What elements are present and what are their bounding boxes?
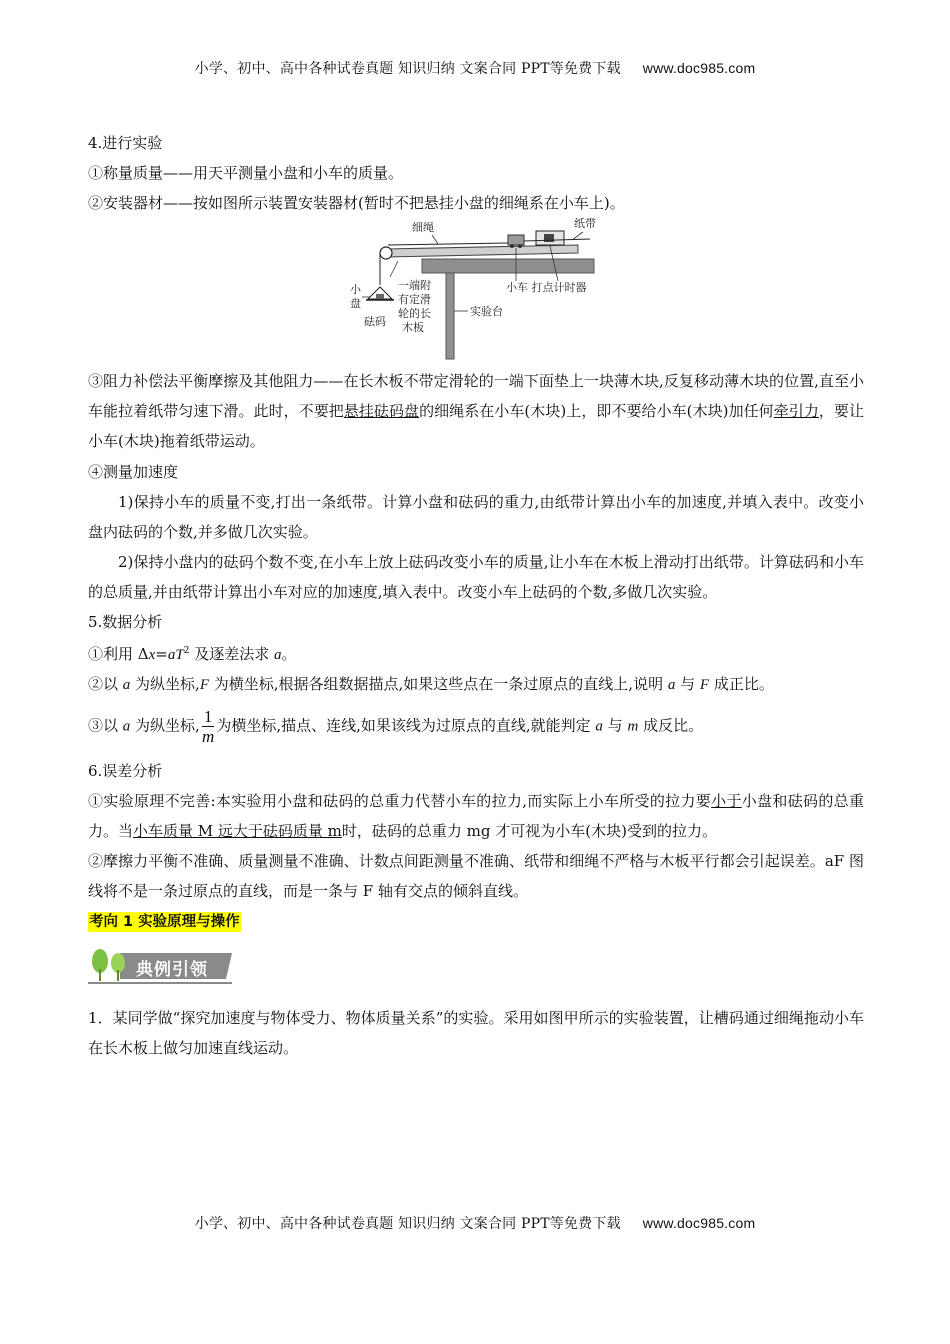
long-board	[386, 245, 578, 257]
s5l3-d: 与	[602, 716, 628, 735]
s5l2-v3: a	[667, 677, 676, 693]
fraction-one-over-m	[202, 708, 215, 745]
apparatus-figure	[328, 215, 608, 363]
footer-text: 小学、初中、高中各种试卷真题 知识归纳 文案合同 PPT等免费下载	[194, 1216, 621, 1232]
fraction-numerator: 1	[203, 707, 213, 726]
label-board-4: 木板	[402, 321, 424, 334]
s5l1-text: ①利用 Δ	[88, 645, 149, 663]
s5l3-e: 成反比。	[638, 716, 704, 735]
s5l1-sup: 2	[183, 646, 190, 656]
section4-title: 4.进行实验	[88, 134, 163, 152]
step4-paragraph-1: 1)保持小车的质量不变,打出一条纸带。计算小盘和砝码的重力,由纸带计算出小车的加速度,并填入表中。改变小盘内砝码的个数,并多做几次实验。	[88, 493, 864, 541]
s5l2-b: 为纵坐标,	[130, 675, 200, 693]
step3-underline-1: 悬挂砝码盘	[343, 402, 420, 420]
label-table: 实验台	[470, 305, 503, 318]
s5l3-c: 为横坐标,描点、连线,如果该线为过原点的直线,就能判定	[216, 716, 596, 735]
s5l3-v3: m	[627, 718, 639, 735]
step3-text-a: ③阻力补偿法平衡摩擦及其他阻力——在长木板不带定滑轮的一端下面垫上一块薄木块,反复移动薄木块的位置,直至小车能拉着纸带匀速下滑。此时，不要把	[88, 372, 864, 420]
fraction-denominator: m	[201, 727, 215, 746]
s5l1-var: a	[273, 647, 282, 663]
leader-rope	[432, 235, 438, 244]
s5l1-text-c: 。	[281, 645, 297, 663]
cart-body	[508, 235, 524, 245]
s6p1-underline-1: 小于	[711, 792, 742, 810]
pulley-icon	[380, 247, 392, 259]
s5l1-aT: aT	[167, 647, 184, 663]
example-banner	[86, 945, 234, 987]
label-pan-2: 盘	[350, 297, 361, 310]
footer-url[interactable]: www.doc985.com	[642, 1215, 756, 1231]
section5-line-2	[88, 669, 864, 700]
s5l1-eq: =	[155, 645, 168, 663]
label-board-1: 一端附	[398, 279, 431, 292]
s5l2-c: 为横坐标,根据各组数据描点,如果这些点在一条过原点的直线上,说明	[209, 675, 668, 693]
header-url[interactable]: www.doc985.com	[642, 60, 756, 76]
label-weight: 砝码	[364, 315, 386, 328]
topic-highlight: 考向 1 实验原理与操作	[89, 914, 240, 930]
label-board-3: 轮的长	[398, 307, 431, 320]
s5l2-v4: F	[699, 677, 710, 693]
page-footer	[0, 1213, 950, 1233]
section4-step1: ①称量质量——用天平测量小盘和小车的质量。	[88, 164, 404, 182]
label-rope: 细绳	[412, 221, 434, 234]
section6-paragraph-2: ②摩擦力平衡不准确、质量测量不准确、计数点间距测量不准确、纸带和细绳不严格与木板平行都会引起误差。aF 图线将不是一条过原点的直线，而是一条与 F 轴有交点的倾斜直线。	[88, 852, 864, 900]
s6p1-b: 小盘和砝码的总重力。当	[88, 792, 864, 840]
step3-paragraph	[88, 366, 864, 456]
s6p1-a: ①实验原理不完善:本实验用小盘和砝码的总重力代替小车的拉力,而实际上小车所受的拉力要	[88, 792, 712, 810]
section5-line-1	[88, 639, 864, 670]
section5-line-3	[88, 708, 864, 745]
table-top	[422, 259, 594, 273]
label-pan-1: 小	[350, 283, 361, 296]
step3-underline-2: 牵引力	[773, 402, 819, 420]
banner-label: 典例引领	[136, 960, 208, 980]
s6p1-underline-2: 小车质量 M 远大于砝码质量 m	[133, 822, 342, 840]
step3-text-b: 的细绳系在小车(木块)上，即不要给小车(木块)加任何	[419, 402, 774, 420]
topic-line	[88, 906, 864, 937]
cart-wheel-1	[510, 244, 514, 248]
page-header	[0, 58, 950, 78]
header-text: 小学、初中、高中各种试卷真题 知识归纳 文案合同 PPT等免费下载	[194, 61, 621, 77]
s5l1-text-b: 及逐差法求	[189, 645, 274, 663]
step4-paragraph-2: 2)保持小盘内的砝码个数不变,在小车上放上砝码改变小车的质量,让小车在木板上滑动打出纸带。计算砝码和小车的总质量,并由纸带计算出小车对应的加速度,填入表中。改变小车上砝码的个数,多做几次实验。	[88, 553, 864, 601]
label-cart-timer: 小车 打点计时器	[506, 281, 587, 294]
s5l2-v1: a	[122, 677, 131, 693]
s5l1-x: x	[148, 647, 156, 663]
s5l3-b: 为纵坐标,	[130, 716, 200, 735]
label-tape: 纸带	[574, 217, 596, 230]
step3-text-c: ，要让小车(木块)拖着纸带运动。	[88, 402, 864, 450]
s5l2-d: 与	[675, 675, 700, 693]
question-1: 1．某同学做“探究加速度与物体受力、物体质量关系”的实验。采用如图甲所示的实验装置，让槽码通过细绳拖动小车在长木板上做匀加速直线运动。	[88, 1009, 864, 1057]
section5-title: 5.数据分析	[88, 613, 163, 631]
section4-step2: ②安装器材——按如图所示装置安装器材(暂时不把悬挂小盘的细绳系在小车上)。	[88, 194, 625, 212]
s5l2-a: ②以	[88, 675, 123, 693]
cart-wheel-2	[518, 244, 522, 248]
section6-paragraph-1	[88, 786, 864, 846]
tree-trunk-left	[99, 969, 101, 981]
s6p1-c: 时，砝码的总重力 mg 才可视为小车(木块)受到的拉力。	[341, 822, 717, 840]
rope-line	[388, 243, 508, 245]
s5l3-a: ③以	[88, 716, 123, 735]
s5l2-v2: F	[199, 677, 209, 693]
leader-board	[390, 261, 398, 277]
s5l3-v1: a	[122, 718, 131, 735]
step4-title: ④测量加速度	[88, 463, 179, 481]
tree-trunk-right	[117, 970, 119, 981]
s5l3-v2: a	[595, 718, 603, 735]
table-leg	[446, 273, 454, 359]
section6-title: 6.误差分析	[88, 762, 163, 780]
label-board-2: 有定滑	[398, 293, 431, 306]
weight-block	[376, 294, 384, 299]
s5l2-e: 成正比。	[709, 675, 774, 693]
